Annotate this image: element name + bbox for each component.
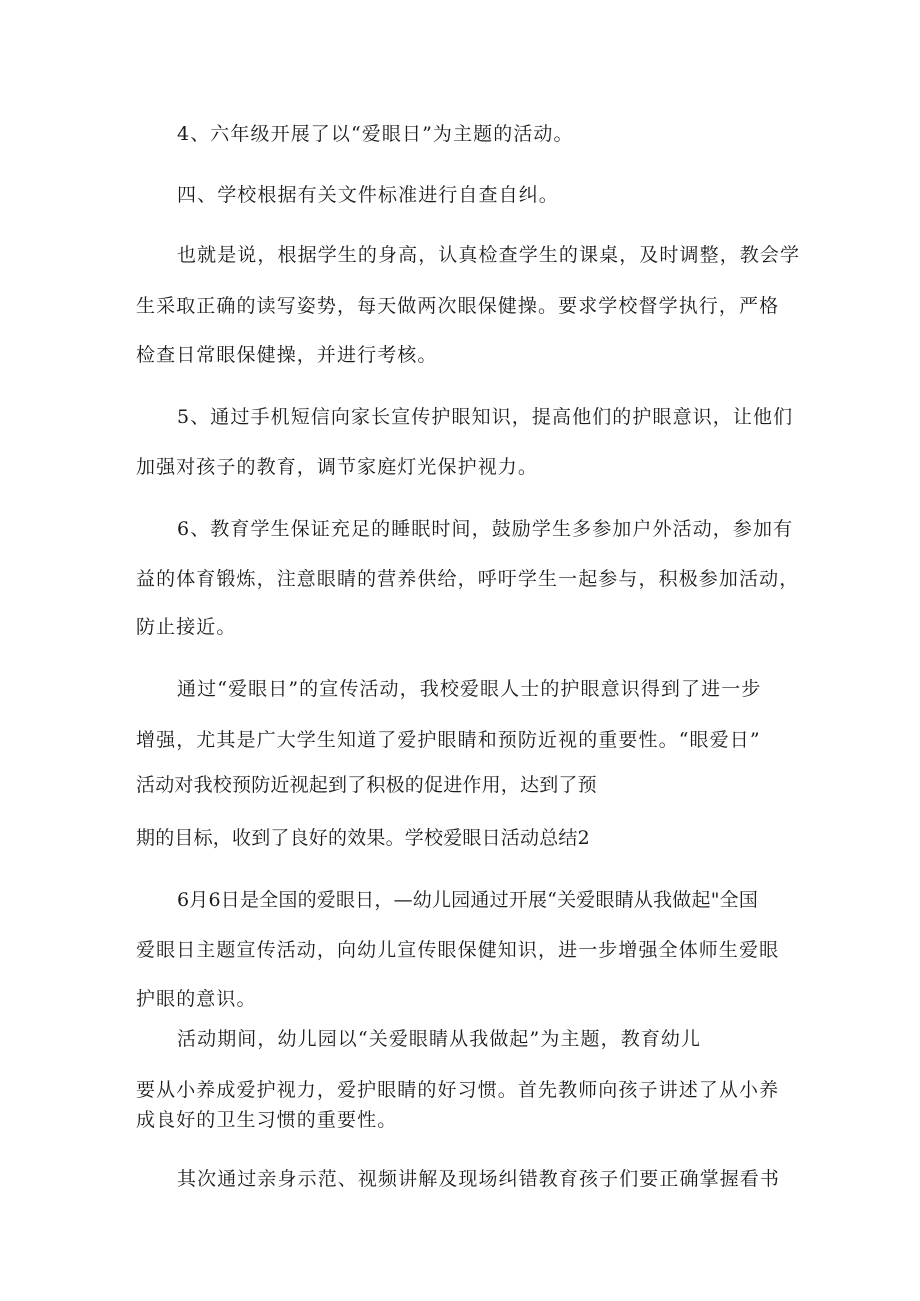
text-line: 6、教育学生保证充足的睡眠时间，鼓励学生多参加户外活动，参加有 (177, 518, 794, 540)
text-line: 要从小养成爱护视力，爱护眼睛的好习惯。首先教师向孩子讲述了从小养 (136, 1079, 780, 1101)
text-line: 5、通过手机短信向家长宣传护眼知识，提高他们的护眼意识，让他们 (177, 406, 794, 428)
text-line: 期的目标，收到了良好的效果。学校爱眼日活动总结2 (136, 827, 590, 849)
text-line: 检查日常眼保健操，并进行考核。 (136, 344, 438, 366)
text-line: 通过“爱眼日”的宣传活动，我校爱眼人士的护眼意识得到了进一步 (177, 678, 762, 700)
text-line: 也就是说，根据学生的身高，认真检查学生的课桌，及时调整，教会学 (177, 244, 801, 266)
text-line: 活动期间，幼儿园以“关爱眼睛从我做起”为主题，教育幼儿 (177, 1028, 702, 1050)
text-line: 活动对我校预防近视起到了积极的促进作用，达到了预 (136, 774, 597, 796)
text-line: 6月6日是全国的爱眼日，—幼儿园通过开展“关爱眼睛从我做起"全国 (177, 889, 759, 911)
text-line: 爱眼日主题宣传活动，向幼儿宣传眼保健知识，进一步增强全体师生爱眼 (136, 939, 780, 961)
text-line: 增强，尤其是广大学生知道了爱护眼睛和预防近视的重要性。“眼爱日” (136, 729, 761, 751)
text-line: 护眼的意识。 (136, 988, 257, 1010)
text-line: 生采取正确的读写姿势，每天做两次眼保健操。要求学校督学执行，严格 (136, 295, 780, 317)
text-line: 防止接近。 (136, 616, 237, 638)
text-line: 其次通过亲身示范、视频讲解及现场纠错教育孩子们要正确掌握看书 (177, 1168, 781, 1190)
text-line: 益的体育锻炼，注意眼睛的营养供给，呼吁学生一起参与，积极参加活动， (136, 568, 800, 590)
text-line: 4、六年级开展了以“爱眼日”为主题的活动。 (177, 123, 574, 145)
text-line: 成良好的卫生习惯的重要性。 (136, 1109, 398, 1131)
text-line: 加强对孩子的教育，调节家庭灯光保护视力。 (136, 456, 539, 478)
text-line: 四、学校根据有关文件标准进行自查自纠。 (177, 184, 559, 206)
